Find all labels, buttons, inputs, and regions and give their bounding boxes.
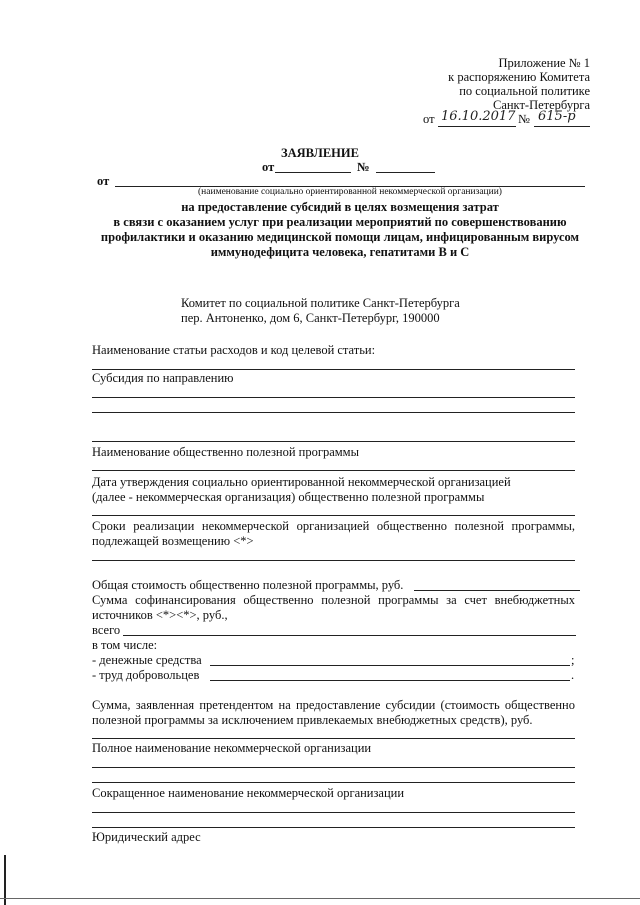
full-name-label: Полное наименование некоммерческой организации — [92, 741, 372, 755]
total-cost-line — [414, 590, 580, 591]
subject-line-4: иммунодефицита человека, гепатитами В и С — [210, 245, 470, 259]
total-label: всего — [92, 623, 121, 637]
requested-line-2: полезной программы за исключением привлекаемых внебюджетных средств), руб. — [92, 713, 533, 727]
org-from-label: от — [97, 174, 110, 188]
program-name-line — [92, 470, 575, 471]
total-cost-label: Общая стоимость общественно полезной программы, руб. — [92, 578, 404, 592]
short-name-line-2 — [92, 827, 575, 828]
appendix-from-label: от — [423, 112, 435, 126]
expense-item-label: Наименование статьи расходов и код целевой статьи: — [92, 343, 376, 357]
terms-line-2: подлежащей возмещению <*> — [92, 534, 254, 548]
short-name-line-1 — [92, 812, 575, 813]
money-line — [210, 665, 570, 666]
volunteers-end: . — [571, 668, 575, 682]
appendix-number-line — [534, 126, 590, 127]
appendix-date-line — [438, 126, 516, 127]
subsidy-direction-line-1 — [92, 397, 575, 398]
scan-bottom-edge — [0, 898, 640, 899]
legal-address-label: Юридический адрес — [92, 830, 201, 844]
approval-date-line — [92, 515, 575, 516]
including-label: в том числе: — [92, 638, 158, 652]
document-title: ЗАЯВЛЕНИЕ — [281, 146, 359, 160]
subject-line-3: профилактики и оказанию медицинской помощи лицам, инфицированным вирусом — [100, 230, 580, 244]
full-name-line-2 — [92, 782, 575, 783]
money-end: ; — [571, 653, 575, 667]
appendix-line-1: Приложение № 1 — [498, 56, 590, 70]
org-caption: (наименование социально ориентированной некоммерческой организации) — [198, 187, 502, 197]
subsidy-direction-line-2 — [92, 412, 575, 413]
subsidy-direction-line-3 — [92, 441, 575, 442]
volunteers-label: - труд добровольцев — [92, 668, 200, 682]
total-line — [123, 635, 576, 636]
cofinancing-line-2: источников <*><*>, руб., — [92, 608, 228, 622]
appendix-line-2: к распоряжению Комитета — [448, 70, 590, 84]
title-number-label: № — [357, 160, 370, 174]
volunteers-line — [210, 680, 570, 681]
short-name-label: Сокращенное наименование некоммерческой организации — [92, 786, 405, 800]
expense-item-line — [92, 369, 575, 370]
subject-line-2: в связи с оказанием услуг при реализации мероприятий по совершенствованию — [113, 215, 567, 229]
appendix-line-3: по социальной политике — [459, 84, 590, 98]
appendix-number-label: № — [518, 112, 530, 126]
terms-line-1: Сроки реализации некоммерческой организацией общественно полезной программы, — [92, 519, 575, 533]
requested-line-1: Сумма, заявленная претендентом на предоставление субсидии (стоимость общественно — [92, 698, 575, 712]
money-label: - денежные средства — [92, 653, 202, 667]
addressee-line-1: Комитет по социальной политике Санкт-Петербурга — [181, 296, 460, 310]
approval-date-line-1: Дата утверждения социально ориентированной некоммерческой организацией — [92, 475, 511, 489]
requested-line — [92, 738, 575, 739]
cofinancing-line-1: Сумма софинансирования общественно полезной программы за счет внебюджетных — [92, 593, 575, 607]
approval-date-line-2: (далее - некоммерческая организация) общественно полезной программы — [92, 490, 485, 504]
title-date-line — [275, 172, 351, 173]
addressee-line-2: пер. Антоненко, дом 6, Санкт-Петербург, 190000 — [181, 311, 440, 325]
appendix-number-handwritten: 615-р — [538, 109, 576, 124]
full-name-line-1 — [92, 767, 575, 768]
subsidy-direction-label: Субсидия по направлению — [92, 371, 234, 385]
subject-line-1: на предоставление субсидий в целях возмещения затрат — [181, 200, 499, 214]
title-number-line — [376, 172, 435, 173]
appendix-date-handwritten: 16.10.2017 — [441, 109, 516, 124]
program-name-label: Наименование общественно полезной программы — [92, 445, 359, 459]
appendix-line-4: Санкт-Петербурга — [492, 98, 590, 112]
title-from-label: от — [262, 160, 275, 174]
terms-line — [92, 560, 575, 561]
